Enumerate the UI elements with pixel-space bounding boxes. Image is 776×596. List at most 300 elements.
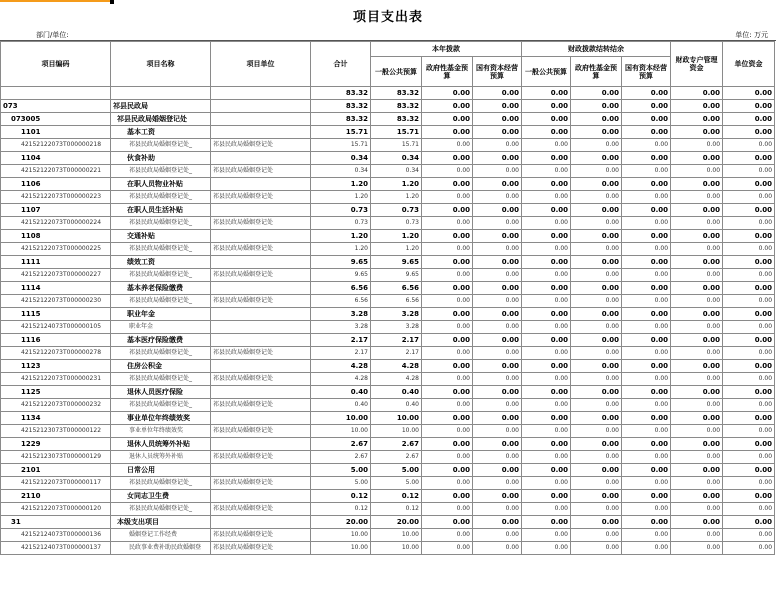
cell-total[interactable]: 6.56 (311, 295, 371, 308)
cell-carry-capital[interactable]: 0.00 (622, 165, 671, 178)
cell-fund-budget[interactable]: 0.00 (422, 451, 473, 464)
cell-carry-fund[interactable]: 0.00 (571, 490, 622, 503)
cell-name[interactable]: 祁县民政局婚姻登记处_ (111, 373, 211, 386)
cell-carry-general[interactable]: 0.00 (522, 217, 571, 230)
cell-total[interactable]: 5.00 (311, 477, 371, 490)
cell-general-budget[interactable]: 2.17 (371, 334, 422, 347)
cell-carry-fund[interactable]: 0.00 (571, 438, 622, 451)
table-row[interactable] (1, 529, 775, 542)
cell-state-capital[interactable]: 0.00 (473, 542, 522, 555)
cell-special-account[interactable]: 0.00 (671, 269, 723, 282)
cell-unit[interactable]: 祁县民政局婚姻登记处 (211, 425, 311, 438)
cell-unit-funds[interactable]: 0.00 (723, 204, 775, 217)
cell-carry-fund[interactable]: 0.00 (571, 360, 622, 373)
cell-state-capital[interactable]: 0.00 (473, 490, 522, 503)
cell-name[interactable]: 祁县民政局 (111, 100, 211, 113)
cell-fund-budget[interactable]: 0.00 (422, 269, 473, 282)
cell-carry-general[interactable]: 0.00 (522, 542, 571, 555)
cell-general-budget[interactable]: 0.40 (371, 386, 422, 399)
cell-name[interactable]: 职业年金 (111, 321, 211, 334)
cell-name[interactable]: 绩效工资 (111, 256, 211, 269)
cell-code[interactable]: 42152122073T000000117 (1, 477, 111, 490)
cell-name[interactable] (111, 87, 211, 100)
cell-carry-fund[interactable]: 0.00 (571, 217, 622, 230)
cell-carry-capital[interactable]: 0.00 (622, 230, 671, 243)
cell-total[interactable]: 5.00 (311, 464, 371, 477)
cell-special-account[interactable]: 0.00 (671, 243, 723, 256)
cell-carry-fund[interactable]: 0.00 (571, 308, 622, 321)
cell-name[interactable]: 祁县民政局婚姻登记处_ (111, 191, 211, 204)
cell-carry-fund[interactable]: 0.00 (571, 113, 622, 126)
cell-fund-budget[interactable]: 0.00 (422, 282, 473, 295)
cell-carry-fund[interactable]: 0.00 (571, 269, 622, 282)
table-row[interactable] (1, 217, 775, 230)
cell-carry-general[interactable]: 0.00 (522, 399, 571, 412)
cell-unit[interactable] (211, 204, 311, 217)
cell-unit-funds[interactable]: 0.00 (723, 269, 775, 282)
cell-code[interactable]: 1116 (1, 334, 111, 347)
cell-carry-general[interactable]: 0.00 (522, 308, 571, 321)
cell-fund-budget[interactable]: 0.00 (422, 360, 473, 373)
cell-special-account[interactable]: 0.00 (671, 139, 723, 152)
cell-name[interactable]: 职业年金 (111, 308, 211, 321)
cell-name[interactable]: 祁县民政局婚姻登记处_ (111, 477, 211, 490)
cell-special-account[interactable]: 0.00 (671, 87, 723, 100)
cell-carry-fund[interactable]: 0.00 (571, 386, 622, 399)
table-row[interactable] (1, 477, 775, 490)
cell-carry-general[interactable]: 0.00 (522, 230, 571, 243)
cell-carry-fund[interactable]: 0.00 (571, 100, 622, 113)
cell-special-account[interactable]: 0.00 (671, 464, 723, 477)
cell-unit-funds[interactable]: 0.00 (723, 412, 775, 425)
cell-name[interactable]: 基本医疗保险缴费 (111, 334, 211, 347)
cell-carry-fund[interactable]: 0.00 (571, 464, 622, 477)
table-row[interactable] (1, 464, 775, 477)
cell-unit[interactable]: 祁县民政局婚姻登记处 (211, 165, 311, 178)
cell-carry-general[interactable]: 0.00 (522, 87, 571, 100)
cell-carry-general[interactable]: 0.00 (522, 282, 571, 295)
cell-unit[interactable] (211, 113, 311, 126)
table-row[interactable] (1, 256, 775, 269)
cell-carry-fund[interactable]: 0.00 (571, 204, 622, 217)
cell-code[interactable]: 073 (1, 100, 111, 113)
cell-special-account[interactable]: 0.00 (671, 230, 723, 243)
cell-unit-funds[interactable]: 0.00 (723, 373, 775, 386)
cell-code[interactable]: 2110 (1, 490, 111, 503)
cell-general-budget[interactable]: 2.17 (371, 347, 422, 360)
cell-special-account[interactable]: 0.00 (671, 152, 723, 165)
cell-carry-general[interactable]: 0.00 (522, 256, 571, 269)
cell-unit-funds[interactable]: 0.00 (723, 516, 775, 529)
table-row[interactable] (1, 100, 775, 113)
cell-code[interactable]: 1115 (1, 308, 111, 321)
cell-name[interactable]: 交通补贴 (111, 230, 211, 243)
cell-total[interactable]: 83.32 (311, 100, 371, 113)
cell-carry-general[interactable]: 0.00 (522, 360, 571, 373)
table-row[interactable] (1, 152, 775, 165)
cell-fund-budget[interactable]: 0.00 (422, 204, 473, 217)
cell-special-account[interactable]: 0.00 (671, 516, 723, 529)
cell-state-capital[interactable]: 0.00 (473, 204, 522, 217)
cell-unit[interactable] (211, 230, 311, 243)
cell-fund-budget[interactable]: 0.00 (422, 113, 473, 126)
cell-unit[interactable] (211, 126, 311, 139)
cell-state-capital[interactable]: 0.00 (473, 373, 522, 386)
cell-carry-capital[interactable]: 0.00 (622, 516, 671, 529)
cell-code[interactable]: 1108 (1, 230, 111, 243)
cell-fund-budget[interactable]: 0.00 (422, 139, 473, 152)
cell-unit[interactable] (211, 334, 311, 347)
cell-special-account[interactable]: 0.00 (671, 425, 723, 438)
cell-general-budget[interactable]: 5.00 (371, 477, 422, 490)
cell-carry-capital[interactable]: 0.00 (622, 152, 671, 165)
cell-unit[interactable]: 祁县民政局婚姻登记处 (211, 243, 311, 256)
cell-code[interactable]: 42152122073T000000227 (1, 269, 111, 282)
cell-fund-budget[interactable]: 0.00 (422, 308, 473, 321)
cell-carry-general[interactable]: 0.00 (522, 165, 571, 178)
cell-general-budget[interactable]: 1.20 (371, 191, 422, 204)
cell-fund-budget[interactable]: 0.00 (422, 243, 473, 256)
table-row[interactable] (1, 438, 775, 451)
cell-unit-funds[interactable]: 0.00 (723, 360, 775, 373)
cell-fund-budget[interactable]: 0.00 (422, 256, 473, 269)
cell-unit-funds[interactable]: 0.00 (723, 542, 775, 555)
cell-total[interactable]: 1.20 (311, 178, 371, 191)
cell-carry-capital[interactable]: 0.00 (622, 217, 671, 230)
cell-carry-capital[interactable]: 0.00 (622, 451, 671, 464)
cell-unit[interactable] (211, 490, 311, 503)
cell-unit[interactable]: 祁县民政局婚姻登记处 (211, 503, 311, 516)
cell-code[interactable]: 1134 (1, 412, 111, 425)
cell-carry-general[interactable]: 0.00 (522, 295, 571, 308)
cell-unit[interactable] (211, 100, 311, 113)
cell-special-account[interactable]: 0.00 (671, 360, 723, 373)
cell-code[interactable]: 42152122073T000000231 (1, 373, 111, 386)
cell-state-capital[interactable]: 0.00 (473, 282, 522, 295)
cell-general-budget[interactable]: 20.00 (371, 516, 422, 529)
cell-carry-capital[interactable]: 0.00 (622, 178, 671, 191)
cell-general-budget[interactable]: 3.28 (371, 321, 422, 334)
cell-carry-capital[interactable]: 0.00 (622, 204, 671, 217)
cell-carry-fund[interactable]: 0.00 (571, 165, 622, 178)
table-row[interactable] (1, 412, 775, 425)
cell-unit[interactable]: 祁县民政局婚姻登记处 (211, 295, 311, 308)
cell-name[interactable]: 事业单位年终绩效奖 (111, 425, 211, 438)
cell-general-budget[interactable]: 4.28 (371, 373, 422, 386)
cell-unit-funds[interactable]: 0.00 (723, 490, 775, 503)
cell-carry-fund[interactable]: 0.00 (571, 425, 622, 438)
cell-fund-budget[interactable]: 0.00 (422, 399, 473, 412)
cell-general-budget[interactable]: 1.20 (371, 243, 422, 256)
cell-code[interactable]: 42152122073T000000278 (1, 347, 111, 360)
cell-general-budget[interactable]: 6.56 (371, 282, 422, 295)
cell-unit[interactable]: 祁县民政局婚姻登记处 (211, 399, 311, 412)
cell-total[interactable]: 1.20 (311, 230, 371, 243)
cell-carry-general[interactable]: 0.00 (522, 386, 571, 399)
cell-code[interactable]: 1104 (1, 152, 111, 165)
cell-carry-general[interactable]: 0.00 (522, 191, 571, 204)
cell-fund-budget[interactable]: 0.00 (422, 165, 473, 178)
cell-code[interactable]: 1101 (1, 126, 111, 139)
cell-special-account[interactable]: 0.00 (671, 191, 723, 204)
cell-general-budget[interactable]: 9.65 (371, 269, 422, 282)
cell-special-account[interactable]: 0.00 (671, 347, 723, 360)
cell-code[interactable]: 42152124073T000000136 (1, 529, 111, 542)
cell-name[interactable]: 祁县民政局婚姻登记处_ (111, 243, 211, 256)
cell-name[interactable]: 伙食补助 (111, 152, 211, 165)
cell-carry-general[interactable]: 0.00 (522, 477, 571, 490)
cell-carry-fund[interactable]: 0.00 (571, 178, 622, 191)
table-row[interactable] (1, 503, 775, 516)
cell-special-account[interactable]: 0.00 (671, 204, 723, 217)
cell-total[interactable]: 9.65 (311, 269, 371, 282)
cell-unit-funds[interactable]: 0.00 (723, 295, 775, 308)
cell-code[interactable]: 42152122073T000000225 (1, 243, 111, 256)
cell-state-capital[interactable]: 0.00 (473, 438, 522, 451)
cell-state-capital[interactable]: 0.00 (473, 425, 522, 438)
cell-fund-budget[interactable]: 0.00 (422, 464, 473, 477)
cell-carry-capital[interactable]: 0.00 (622, 334, 671, 347)
cell-general-budget[interactable]: 0.12 (371, 490, 422, 503)
cell-fund-budget[interactable]: 0.00 (422, 152, 473, 165)
cell-total[interactable]: 2.17 (311, 347, 371, 360)
cell-general-budget[interactable]: 15.71 (371, 126, 422, 139)
cell-unit-funds[interactable]: 0.00 (723, 451, 775, 464)
cell-carry-fund[interactable]: 0.00 (571, 256, 622, 269)
cell-unit-funds[interactable]: 0.00 (723, 282, 775, 295)
cell-total[interactable]: 10.00 (311, 542, 371, 555)
cell-carry-capital[interactable]: 0.00 (622, 438, 671, 451)
table-row[interactable] (1, 451, 775, 464)
cell-carry-capital[interactable]: 0.00 (622, 113, 671, 126)
cell-carry-fund[interactable]: 0.00 (571, 503, 622, 516)
cell-carry-capital[interactable]: 0.00 (622, 347, 671, 360)
cell-name[interactable]: 日常公用 (111, 464, 211, 477)
cell-fund-budget[interactable]: 0.00 (422, 516, 473, 529)
cell-carry-capital[interactable]: 0.00 (622, 87, 671, 100)
cell-general-budget[interactable]: 0.73 (371, 204, 422, 217)
cell-general-budget[interactable]: 10.00 (371, 412, 422, 425)
cell-general-budget[interactable]: 1.20 (371, 178, 422, 191)
cell-total[interactable]: 1.20 (311, 243, 371, 256)
cell-carry-general[interactable]: 0.00 (522, 204, 571, 217)
cell-carry-capital[interactable]: 0.00 (622, 191, 671, 204)
cell-total[interactable]: 0.34 (311, 165, 371, 178)
cell-code[interactable]: 1125 (1, 386, 111, 399)
cell-special-account[interactable]: 0.00 (671, 542, 723, 555)
cell-carry-general[interactable]: 0.00 (522, 503, 571, 516)
cell-special-account[interactable]: 0.00 (671, 438, 723, 451)
cell-carry-general[interactable]: 0.00 (522, 113, 571, 126)
cell-state-capital[interactable]: 0.00 (473, 139, 522, 152)
cell-state-capital[interactable]: 0.00 (473, 360, 522, 373)
cell-code[interactable]: 42152122073T000000232 (1, 399, 111, 412)
table-row[interactable] (1, 165, 775, 178)
cell-carry-fund[interactable]: 0.00 (571, 399, 622, 412)
cell-unit[interactable] (211, 360, 311, 373)
cell-special-account[interactable]: 0.00 (671, 126, 723, 139)
cell-unit[interactable]: 祁县民政局婚姻登记处 (211, 529, 311, 542)
cell-name[interactable]: 基本养老保险缴费 (111, 282, 211, 295)
table-row[interactable] (1, 230, 775, 243)
cell-unit-funds[interactable]: 0.00 (723, 347, 775, 360)
cell-carry-general[interactable]: 0.00 (522, 516, 571, 529)
cell-state-capital[interactable]: 0.00 (473, 399, 522, 412)
cell-general-budget[interactable]: 4.28 (371, 360, 422, 373)
cell-total[interactable]: 20.00 (311, 516, 371, 529)
cell-total[interactable]: 0.40 (311, 399, 371, 412)
cell-carry-fund[interactable]: 0.00 (571, 347, 622, 360)
table-row[interactable] (1, 490, 775, 503)
cell-total[interactable]: 2.67 (311, 438, 371, 451)
cell-unit[interactable] (211, 308, 311, 321)
cell-general-budget[interactable]: 10.00 (371, 542, 422, 555)
cell-name[interactable]: 祁县民政局婚姻登记处_ (111, 399, 211, 412)
cell-name[interactable]: 退休人员统筹外补贴 (111, 438, 211, 451)
cell-name[interactable]: 基本工资 (111, 126, 211, 139)
cell-state-capital[interactable]: 0.00 (473, 165, 522, 178)
cell-state-capital[interactable]: 0.00 (473, 126, 522, 139)
cell-fund-budget[interactable]: 0.00 (422, 178, 473, 191)
cell-name[interactable]: 祁县民政局婚姻登记处_ (111, 295, 211, 308)
cell-carry-fund[interactable]: 0.00 (571, 542, 622, 555)
cell-code[interactable]: 1123 (1, 360, 111, 373)
cell-code[interactable]: 42152122073T000000230 (1, 295, 111, 308)
cell-unit[interactable]: 祁县民政局婚姻登记处 (211, 373, 311, 386)
cell-special-account[interactable]: 0.00 (671, 477, 723, 490)
cell-fund-budget[interactable]: 0.00 (422, 191, 473, 204)
cell-total[interactable]: 0.12 (311, 503, 371, 516)
cell-name[interactable]: 在职人员生活补贴 (111, 204, 211, 217)
cell-carry-fund[interactable]: 0.00 (571, 295, 622, 308)
table-row[interactable] (1, 243, 775, 256)
cell-state-capital[interactable]: 0.00 (473, 347, 522, 360)
cell-carry-capital[interactable]: 0.00 (622, 529, 671, 542)
cell-total[interactable]: 0.40 (311, 386, 371, 399)
cell-fund-budget[interactable]: 0.00 (422, 100, 473, 113)
cell-total[interactable]: 0.73 (311, 204, 371, 217)
table-row[interactable] (1, 360, 775, 373)
cell-name[interactable]: 本级支出项目 (111, 516, 211, 529)
cell-name[interactable]: 祁县民政局婚姻登记处_ (111, 217, 211, 230)
cell-carry-fund[interactable]: 0.00 (571, 139, 622, 152)
cell-unit[interactable] (211, 178, 311, 191)
cell-general-budget[interactable]: 3.28 (371, 308, 422, 321)
cell-special-account[interactable]: 0.00 (671, 321, 723, 334)
cell-unit-funds[interactable]: 0.00 (723, 152, 775, 165)
table-row[interactable] (1, 542, 775, 555)
cell-state-capital[interactable]: 0.00 (473, 412, 522, 425)
cell-fund-budget[interactable]: 0.00 (422, 87, 473, 100)
cell-carry-general[interactable]: 0.00 (522, 438, 571, 451)
cell-fund-budget[interactable]: 0.00 (422, 347, 473, 360)
table-row[interactable] (1, 139, 775, 152)
cell-total[interactable]: 15.71 (311, 139, 371, 152)
cell-general-budget[interactable]: 83.32 (371, 87, 422, 100)
cell-total[interactable]: 1.20 (311, 191, 371, 204)
cell-name[interactable]: 事业单位年终绩效奖 (111, 412, 211, 425)
cell-total[interactable]: 0.34 (311, 152, 371, 165)
table-row[interactable] (1, 191, 775, 204)
cell-special-account[interactable]: 0.00 (671, 334, 723, 347)
cell-name[interactable]: 民政事业费补助民政婚姻登 (111, 542, 211, 555)
table-row[interactable] (1, 425, 775, 438)
cell-state-capital[interactable]: 0.00 (473, 113, 522, 126)
cell-general-budget[interactable]: 83.32 (371, 100, 422, 113)
cell-special-account[interactable]: 0.00 (671, 178, 723, 191)
cell-fund-budget[interactable]: 0.00 (422, 477, 473, 490)
cell-state-capital[interactable]: 0.00 (473, 334, 522, 347)
cell-carry-fund[interactable]: 0.00 (571, 126, 622, 139)
cell-total[interactable]: 0.12 (311, 490, 371, 503)
cell-state-capital[interactable]: 0.00 (473, 477, 522, 490)
cell-special-account[interactable]: 0.00 (671, 282, 723, 295)
cell-code[interactable]: 1106 (1, 178, 111, 191)
cell-special-account[interactable]: 0.00 (671, 113, 723, 126)
cell-carry-capital[interactable]: 0.00 (622, 464, 671, 477)
cell-code[interactable]: 1114 (1, 282, 111, 295)
cell-general-budget[interactable]: 6.56 (371, 295, 422, 308)
cell-name[interactable]: 住房公积金 (111, 360, 211, 373)
cell-total[interactable]: 3.28 (311, 321, 371, 334)
cell-carry-capital[interactable]: 0.00 (622, 542, 671, 555)
cell-name[interactable]: 祁县民政局婚姻登记处 (111, 113, 211, 126)
cell-carry-capital[interactable]: 0.00 (622, 399, 671, 412)
cell-carry-fund[interactable]: 0.00 (571, 282, 622, 295)
cell-special-account[interactable]: 0.00 (671, 412, 723, 425)
cell-unit-funds[interactable]: 0.00 (723, 399, 775, 412)
cell-carry-capital[interactable]: 0.00 (622, 373, 671, 386)
cell-total[interactable]: 6.56 (311, 282, 371, 295)
cell-unit[interactable]: 祁县民政局婚姻登记处 (211, 451, 311, 464)
cell-state-capital[interactable]: 0.00 (473, 529, 522, 542)
cell-unit-funds[interactable]: 0.00 (723, 165, 775, 178)
cell-carry-capital[interactable]: 0.00 (622, 100, 671, 113)
cell-carry-general[interactable]: 0.00 (522, 529, 571, 542)
cell-state-capital[interactable]: 0.00 (473, 191, 522, 204)
cell-carry-general[interactable]: 0.00 (522, 451, 571, 464)
cell-carry-capital[interactable]: 0.00 (622, 269, 671, 282)
cell-total[interactable]: 4.28 (311, 373, 371, 386)
cell-carry-fund[interactable]: 0.00 (571, 516, 622, 529)
table-row[interactable] (1, 282, 775, 295)
cell-general-budget[interactable]: 2.67 (371, 451, 422, 464)
cell-carry-capital[interactable]: 0.00 (622, 490, 671, 503)
cell-code[interactable]: 42152123073T000000122 (1, 425, 111, 438)
cell-total[interactable]: 2.17 (311, 334, 371, 347)
cell-total[interactable]: 83.32 (311, 113, 371, 126)
table-row[interactable] (1, 178, 775, 191)
cell-fund-budget[interactable]: 0.00 (422, 542, 473, 555)
cell-fund-budget[interactable]: 0.00 (422, 334, 473, 347)
cell-state-capital[interactable]: 0.00 (473, 295, 522, 308)
cell-state-capital[interactable]: 0.00 (473, 243, 522, 256)
table-row[interactable] (1, 399, 775, 412)
cell-total[interactable]: 0.73 (311, 217, 371, 230)
cell-unit-funds[interactable]: 0.00 (723, 230, 775, 243)
cell-code[interactable]: 073005 (1, 113, 111, 126)
cell-unit-funds[interactable]: 0.00 (723, 191, 775, 204)
cell-unit[interactable] (211, 464, 311, 477)
cell-general-budget[interactable]: 0.40 (371, 399, 422, 412)
cell-general-budget[interactable]: 9.65 (371, 256, 422, 269)
cell-carry-general[interactable]: 0.00 (522, 425, 571, 438)
fill-handle[interactable] (110, 0, 114, 4)
cell-code[interactable]: 42152123073T000000129 (1, 451, 111, 464)
cell-unit-funds[interactable]: 0.00 (723, 334, 775, 347)
cell-code[interactable]: 2101 (1, 464, 111, 477)
table-row[interactable] (1, 126, 775, 139)
